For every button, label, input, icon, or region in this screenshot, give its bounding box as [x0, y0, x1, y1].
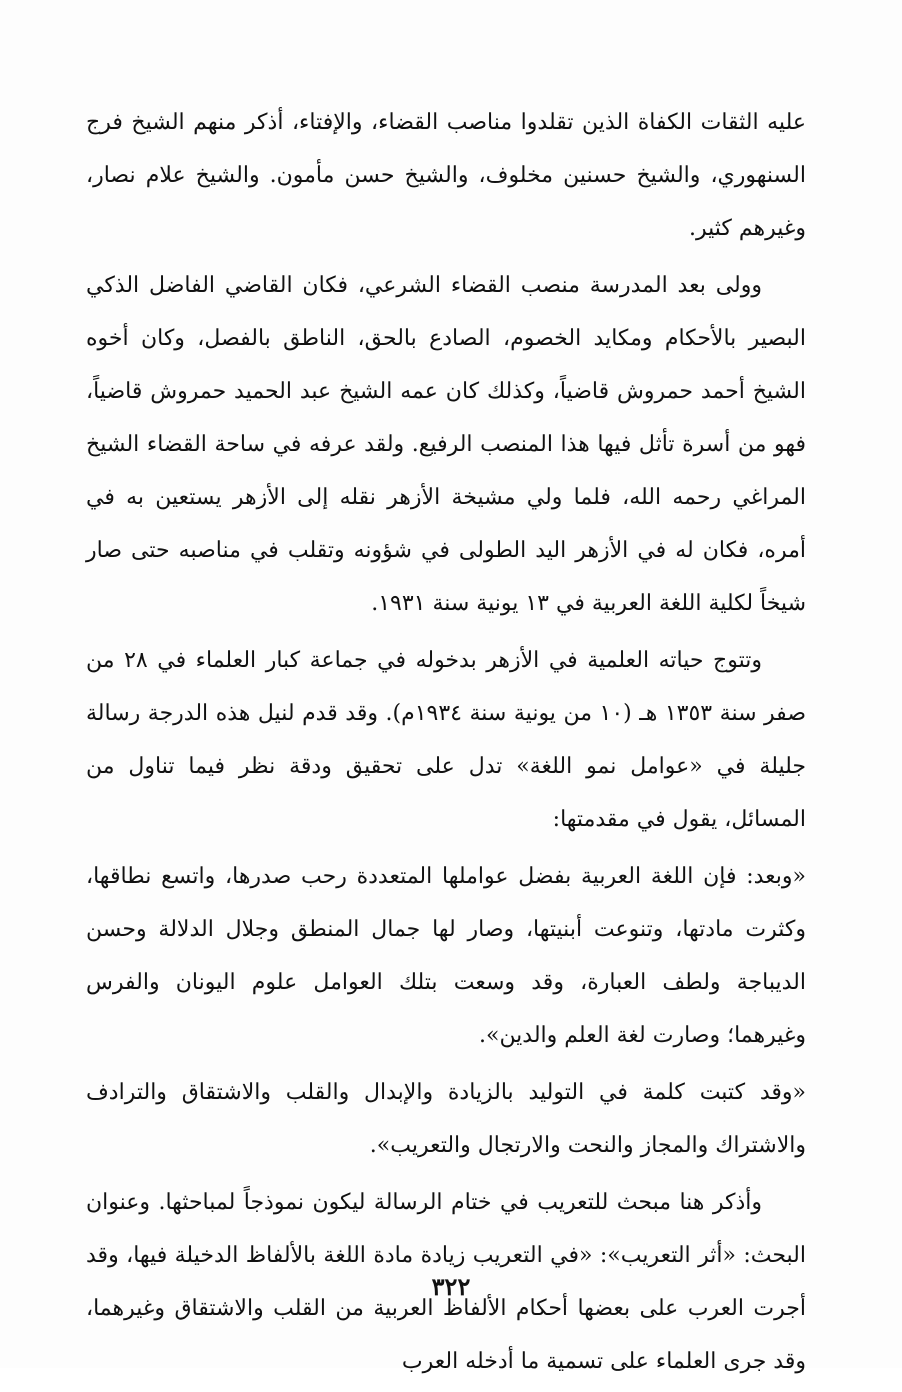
quote-paragraph-2: «وقد كتبت كلمة في التوليد بالزيادة والإبدال والقلب والاشتقاق والترادف والاشتراك والمجاز والنحت والارتجال والتعريب».	[86, 1080, 806, 1158]
paragraph-2: وولى بعد المدرسة منصب القضاء الشرعي، فكان القاضي الفاضل الذكي البصير بالأحكام ومكايد الخصوم، الصادع بالحق، الناطق بالفصل، وكان أخوه الشيخ أحمد حمروش قاضياً، وكذلك كان عمه الشيخ عبد الحميد حمروش قاضياً، فهو من أسرة تأثل فيها هذا المنصب الرفيع. ولقد عرفه في ساحة القضاء الشيخ المراغي رحمه الله، فلما ولي مشيخة الأزهر نقله إلى الأزهر يستعين به في أمره، فكان له في الأزهر اليد الطولى في شؤونه وتقلب في مناصبه حتى صار شيخاً لكلية اللغة العربية في ١٣ يونية سنة ١٩٣١.	[86, 273, 806, 616]
page-body-text	[86, 96, 806, 1392]
paragraph-1: عليه الثقات الكفاة الذين تقلدوا مناصب القضاء، والإفتاء، أذكر منهم الشيخ فرج السنهوري، والشيخ حسنين مخلوف، والشيخ حسن مأمون. والشيخ علام نصار، وغيرهم كثير.	[86, 110, 806, 241]
paragraph-3: وتتوج حياته العلمية في الأزهر بدخوله في جماعة كبار العلماء في ٢٨ من صفر سنة ١٣٥٣ هـ (١٠ من يونية سنة ١٩٣٤م). وقد قدم لنيل هذه الدرجة رسالة جليلة في «عوامل نمو اللغة» تدل على تحقيق ودقة نظر فيما تناول من المسائل، يقول في مقدمتها:	[86, 648, 806, 832]
quote-paragraph-1: «وبعد: فإن اللغة العربية بفضل عواملها المتعددة رحب صدرها، واتسع نطاقها، وكثرت مادتها، وتنوعت أبنيتها، وصار لها جمال المنطق وجلال الدلالة وحسن الديباجة ولطف العبارة، وقد وسعت بتلك العوامل علوم اليونان والفرس وغيرهما؛ وصارت لغة العلم والدين».	[86, 864, 806, 1048]
paragraph-6: وأذكر هنا مبحث للتعريب في ختام الرسالة ليكون نموذجاً لمباحثها. وعنوان البحث: «أثر التعريب»: «في التعريب زيادة مادة اللغة بالألفاظ الدخيلة فيها، وقد أجرت العرب على بعضها أحكام الألفاظ العربية من القلب والاشتقاق وغيرهما، وقد جرى العلماء على تسمية ما أدخله العرب	[86, 1190, 806, 1374]
page-number: ٣٢٢	[431, 1272, 471, 1301]
